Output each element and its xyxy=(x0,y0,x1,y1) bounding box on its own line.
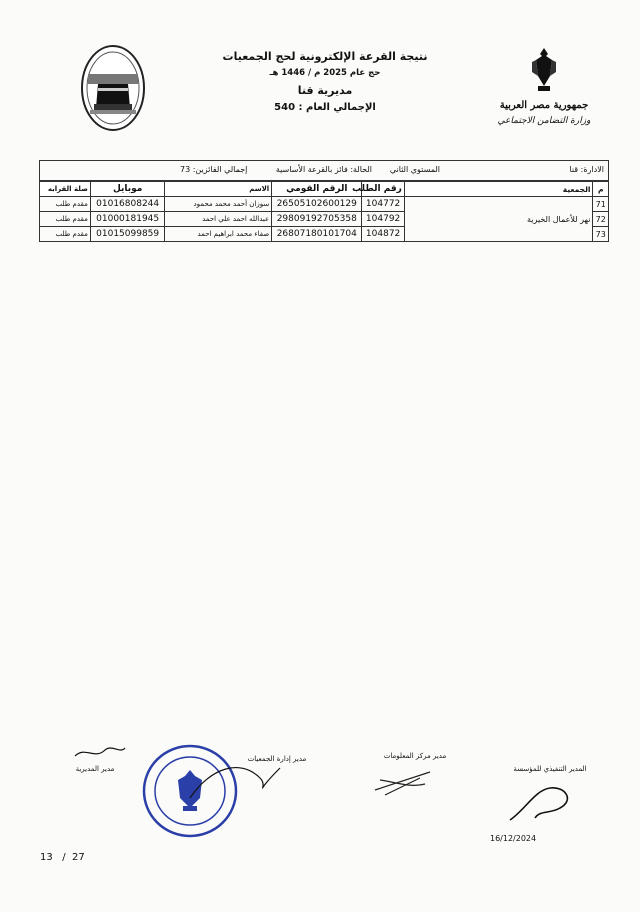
relation: مقدم طلب xyxy=(40,197,91,212)
country-name: جمهورية مصر العربية xyxy=(499,100,589,111)
relation: مقدم طلب xyxy=(40,212,91,227)
col-request-no: رقم الطلب xyxy=(362,182,404,197)
document-date: 16/12/2024 xyxy=(490,834,537,843)
national-id: 29809192705358 xyxy=(272,212,362,227)
row-num: 71 xyxy=(593,197,609,212)
table-row xyxy=(40,197,609,212)
winners-table xyxy=(39,160,609,242)
row-num: 72 xyxy=(593,212,609,227)
season-year: حج عام 2025 م / 1446 هـ xyxy=(269,68,381,78)
directorate-head-signature-mark xyxy=(70,742,130,764)
person-name: صفاء محمد ابراهيم احمد xyxy=(165,227,272,242)
info-center-signature-mark xyxy=(370,760,440,800)
winners-total-label: إجمالي الفائزين: 73 xyxy=(180,165,248,174)
col-relation: صلة القرابه xyxy=(40,182,91,197)
info-center-signature xyxy=(360,752,470,760)
mobile: 01016808244 xyxy=(90,197,165,212)
col-association: الجمعية xyxy=(404,182,593,197)
document-title: نتيجة القرعة الإلكترونية لحج الجمعيات xyxy=(222,50,428,63)
person-name: سوزان أحمد محمد محمود xyxy=(165,197,272,212)
national-id: 26505102600129 xyxy=(272,197,362,212)
request-no: 104792 xyxy=(362,212,404,227)
ministry-name: وزارة التضامن الاجتماعي xyxy=(497,116,591,126)
info-center-label: مدير مركز المعلومات xyxy=(383,752,447,760)
col-national-id: الرقم القومي xyxy=(272,182,362,197)
results-grid xyxy=(39,181,609,242)
directorate-head-signature xyxy=(60,765,130,773)
request-no: 104872 xyxy=(362,227,404,242)
relation: مقدم طلب xyxy=(40,227,91,242)
status-label: الحالة: فائز بالقرعة الأساسية xyxy=(275,165,372,174)
grand-total: الإجمالي العام : 540 xyxy=(274,102,376,113)
col-mobile: موبايل xyxy=(90,182,165,197)
association-cell: نهر للأعمال الخيرية xyxy=(404,197,593,242)
associations-admin-signature-mark xyxy=(180,748,300,808)
col-name: الاسم xyxy=(165,182,272,197)
associations-admin-label: مدير إدارة الجمعيات xyxy=(247,755,307,763)
row-num: 73 xyxy=(593,227,609,242)
national-id: 26807180101704 xyxy=(272,227,362,242)
eagle-icon xyxy=(492,46,596,94)
document-title-block xyxy=(180,48,470,116)
mobile: 01000181945 xyxy=(90,212,165,227)
col-num: م xyxy=(593,182,609,197)
executive-director-label: المدير التنفيذي للمؤسسة xyxy=(513,765,587,773)
level-label: المستوي الثاني xyxy=(389,165,440,174)
table-info-bar xyxy=(39,160,609,181)
table-header-row xyxy=(40,182,609,197)
mobile: 01015099859 xyxy=(90,227,165,242)
association-logo xyxy=(80,44,146,132)
person-name: عبدالله احمد علي احمد xyxy=(165,212,272,227)
governorate-label: الادارة: قنا xyxy=(569,165,604,174)
directorate-name: مديرية قنا xyxy=(297,84,353,97)
directorate-head-label: مدير المديرية xyxy=(75,765,115,773)
egypt-emblem xyxy=(492,46,596,138)
page-number: 13 / 27 xyxy=(40,852,85,863)
executive-signature-mark xyxy=(505,780,585,825)
executive-director-signature xyxy=(495,765,605,773)
request-no: 104772 xyxy=(362,197,404,212)
